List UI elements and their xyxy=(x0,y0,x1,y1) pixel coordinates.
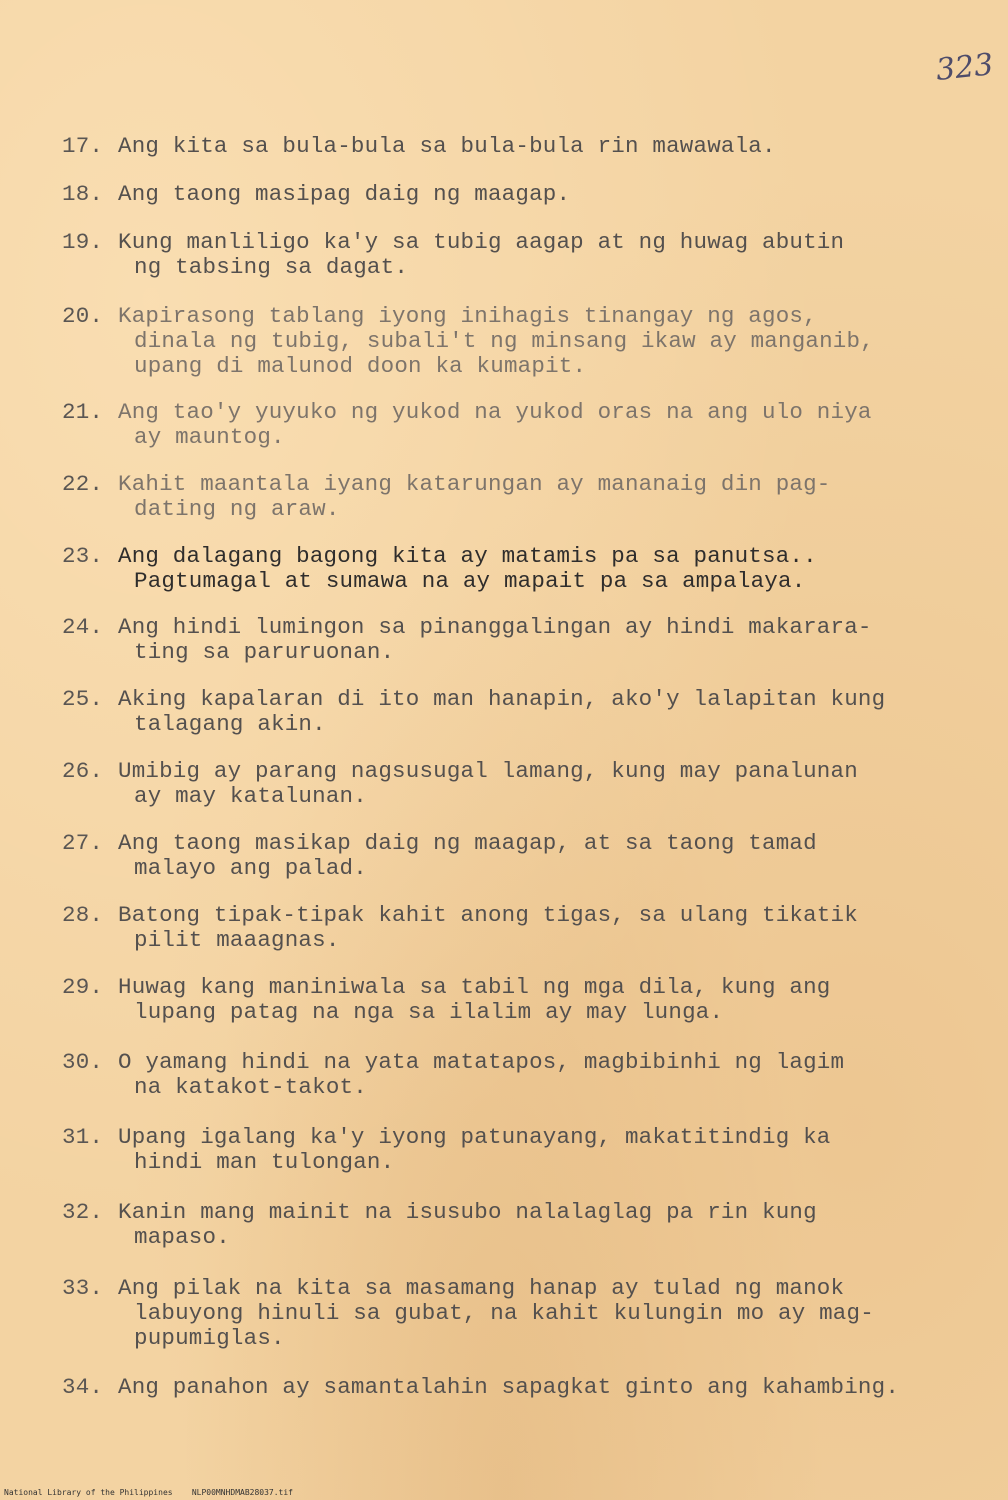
item-text xyxy=(118,1200,962,1250)
item-line: Kahit maantala iyang katarungan ay mananaig din pag- xyxy=(118,471,831,497)
proverb-item xyxy=(62,615,962,665)
item-number: 26. xyxy=(62,758,104,784)
item-text xyxy=(118,759,962,809)
proverb-item xyxy=(62,831,962,881)
item-number: 32. xyxy=(62,1199,104,1225)
item-number: 31. xyxy=(62,1124,104,1150)
item-text xyxy=(118,134,962,159)
item-number: 28. xyxy=(62,902,104,928)
proverb-item xyxy=(62,304,962,379)
item-line: Ang kita sa bula-bula sa bula-bula rin mawawala. xyxy=(118,133,776,159)
item-number: 19. xyxy=(62,229,104,255)
proverb-item xyxy=(62,1200,962,1250)
proverb-item xyxy=(62,1125,962,1175)
item-line: lupang patag na nga sa ilalim ay may lunga. xyxy=(134,999,724,1025)
footer-file-name: NLP00MNHDMAB28037.tif xyxy=(191,1488,293,1497)
item-line: Upang igalang ka'y iyong patunayang, makatitindig ka xyxy=(118,1124,831,1150)
item-text xyxy=(118,975,962,1025)
item-line: ay may katalunan. xyxy=(134,783,367,809)
item-line: Ang pilak na kita sa masamang hanap ay tulad ng manok xyxy=(118,1275,845,1301)
item-number: 25. xyxy=(62,686,104,712)
item-number: 34. xyxy=(62,1374,104,1400)
item-line: Ang dalagang bagong kita ay matamis pa sa panutsa.. xyxy=(118,543,817,569)
item-line: Ang taong masikap daig ng maagap, at sa taong tamad xyxy=(118,830,817,856)
item-line: pilit maaagnas. xyxy=(134,927,340,953)
item-text xyxy=(118,1375,962,1400)
proverb-item xyxy=(62,975,962,1025)
item-line: na katakot-takot. xyxy=(134,1074,367,1100)
item-line: Ang panahon ay samantalahin sapagkat ginto ang kahambing. xyxy=(118,1374,900,1400)
item-line: Huwag kang maniniwala sa tabil ng mga dila, kung ang xyxy=(118,974,831,1000)
item-text xyxy=(118,304,962,379)
item-line: ng tabsing sa dagat. xyxy=(134,254,409,280)
item-line: Ang tao'y yuyuko ng yukod na yukod oras na ang ulo niya xyxy=(118,399,872,425)
proverb-item xyxy=(62,1050,962,1100)
item-text xyxy=(118,182,962,207)
item-line: pupumiglas. xyxy=(134,1325,285,1351)
item-number: 33. xyxy=(62,1275,104,1301)
proverb-item xyxy=(62,230,962,280)
item-line: Umibig ay parang nagsusugal lamang, kung may panalunan xyxy=(118,758,858,784)
item-line: O yamang hindi na yata matatapos, magbibinhi ng lagim xyxy=(118,1049,845,1075)
proverb-item xyxy=(62,903,962,953)
item-line: labuyong hinuli sa gubat, na kahit kulungin mo ay mag- xyxy=(134,1300,874,1326)
proverb-item xyxy=(62,182,962,207)
item-text xyxy=(118,831,962,881)
proverb-item xyxy=(62,759,962,809)
item-text xyxy=(118,472,962,522)
item-text xyxy=(118,230,962,280)
item-text xyxy=(118,687,962,737)
item-line: mapaso. xyxy=(134,1224,230,1250)
scan-footer xyxy=(4,1488,293,1498)
proverb-item xyxy=(62,687,962,737)
item-line: dinala ng tubig, subali't ng minsang ikaw ay manganib, xyxy=(134,328,874,354)
footer-library-name: National Library of the Philippines xyxy=(4,1488,173,1497)
proverb-item xyxy=(62,400,962,450)
item-line: ting sa paruruonan. xyxy=(134,639,395,665)
proverb-item xyxy=(62,472,962,522)
item-text xyxy=(118,1125,962,1175)
item-number: 21. xyxy=(62,399,104,425)
proverb-item xyxy=(62,544,962,594)
item-number: 29. xyxy=(62,974,104,1000)
item-line: Kanin mang mainit na isusubo nalalaglag pa rin kung xyxy=(118,1199,817,1225)
item-number: 22. xyxy=(62,471,104,497)
item-number: 24. xyxy=(62,614,104,640)
item-line: Batong tipak-tipak kahit anong tigas, sa ulang tikatik xyxy=(118,902,858,928)
item-line: Kapirasong tablang iyong inihagis tinangay ng agos, xyxy=(118,303,817,329)
item-number: 18. xyxy=(62,181,104,207)
item-text xyxy=(118,400,962,450)
proverb-list xyxy=(62,134,962,1400)
proverb-item xyxy=(62,1276,962,1351)
item-line: talagang akin. xyxy=(134,711,326,737)
item-line: Ang taong masipag daig ng maagap. xyxy=(118,181,571,207)
item-number: 20. xyxy=(62,303,104,329)
item-text xyxy=(118,1050,962,1100)
item-line: Aking kapalaran di ito man hanapin, ako'y lalapitan kung xyxy=(118,686,886,712)
item-number: 23. xyxy=(62,543,104,569)
page-number: 323 xyxy=(934,47,995,88)
item-line: hindi man tulongan. xyxy=(134,1149,395,1175)
proverb-item xyxy=(62,1375,962,1400)
proverb-item xyxy=(62,134,962,159)
item-number: 30. xyxy=(62,1049,104,1075)
item-number: 27. xyxy=(62,830,104,856)
item-line: ay mauntog. xyxy=(134,424,285,450)
item-text xyxy=(118,615,962,665)
item-line: Kung manliligo ka'y sa tubig aagap at ng huwag abutin xyxy=(118,229,845,255)
item-text xyxy=(118,903,962,953)
item-line: malayo ang palad. xyxy=(134,855,367,881)
item-line: upang di malunod doon ka kumapit. xyxy=(134,353,587,379)
item-line: Ang hindi lumingon sa pinanggalingan ay hindi makarara- xyxy=(118,614,872,640)
item-line: Pagtumagal at sumawa na ay mapait pa sa ampalaya. xyxy=(134,568,806,594)
item-number: 17. xyxy=(62,133,104,159)
item-line: dating ng araw. xyxy=(134,496,340,522)
item-text xyxy=(118,544,962,594)
item-text xyxy=(118,1276,962,1351)
